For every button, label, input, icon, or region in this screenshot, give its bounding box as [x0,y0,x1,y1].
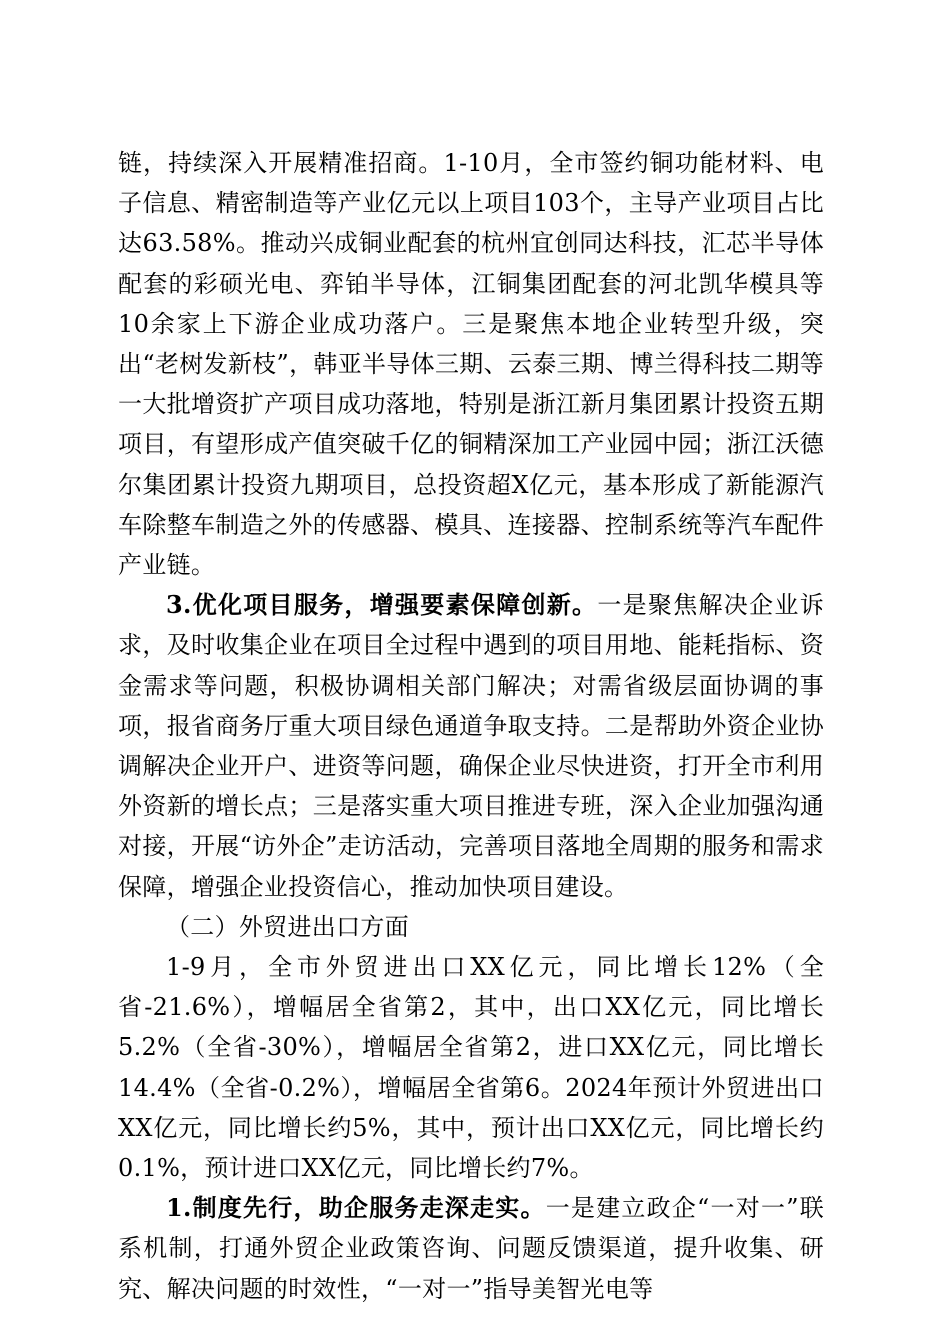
paragraph-body-text: 一是建立政企“一对一”联系机制，打通外贸企业政策咨询、问题反馈渠道，提升收集、研究、解决问题的时效性，“一对一”指导美智光电等 [118,1194,824,1303]
paragraph-lead-heading: 1.制度先行，助企服务走深走实。 [166,1193,546,1223]
paragraph-body-text: 一是聚焦解决企业诉求，及时收集企业在项目全过程中遇到的项目用地、能耗指标、资金需求等问题，积极协调相关部门解决；对需省级层面协调的事项，报省商务厅重大项目绿色通道争取支持。二是帮助外资企业协调解决企业开户、进资等问题，确保企业尽快进资，打开全市利用外资新的增长点；三是落实重大项目推进专班，深入企业加强沟通对接，开展“访外企”走访活动，完善项目落地全周期的服务和需求保障，增强企业投资信心，推动加快项目建设。 [118,591,824,901]
section-heading-foreign-trade: （二）外贸进出口方面 [166,912,409,941]
paragraph-system-first [118,1188,824,1309]
paragraph-trade-statistics: 1-9月，全市外贸进出口XX亿元，同比增长12%（全省-21.6%），增幅居全省第2，其中，出口XX亿元，同比增长5.2%（全省-30%），增幅居全省第2，进口XX亿元，同比增长14.4%（全省-0.2%），增幅居全省第6。2024年预计外贸进出口XX亿元，同比增长约5%，其中，预计出口XX亿元，同比增长约0.1%，预计进口XX亿元，同比增长约7%。 [118,953,824,1183]
paragraph-lead-heading: 3.优化项目服务，增强要素保障创新。 [166,590,598,620]
document-page [118,143,824,1309]
paragraph-investment-chain: 链，持续深入开展精准招商。1-10月，全市签约铜功能材料、电子信息、精密制造等产业亿元以上项目103个，主导产业项目占比达63.58%。推动兴成铜业配套的杭州宜创同达科技，汇芯半导体配套的彩硕光电、弈铂半导体，江铜集团配套的河北凯华模具等10余家上下游企业成功落户。三是聚焦本地企业转型升级，突出“老树发新枝”，韩亚半导体三期、云泰三期、博兰得科技二期等一大批增资扩产项目成功落地，特别是浙江新月集团累计投资五期项目，有望形成产值突破千亿的铜精深加工产业园中园；浙江沃德尔集团累计投资九期项目，总投资超X亿元，基本形成了新能源汽车除整车制造之外的传感器、模具、连接器、控制系统等汽车配件产业链。 [118,149,824,580]
paragraph-project-service [118,585,824,907]
